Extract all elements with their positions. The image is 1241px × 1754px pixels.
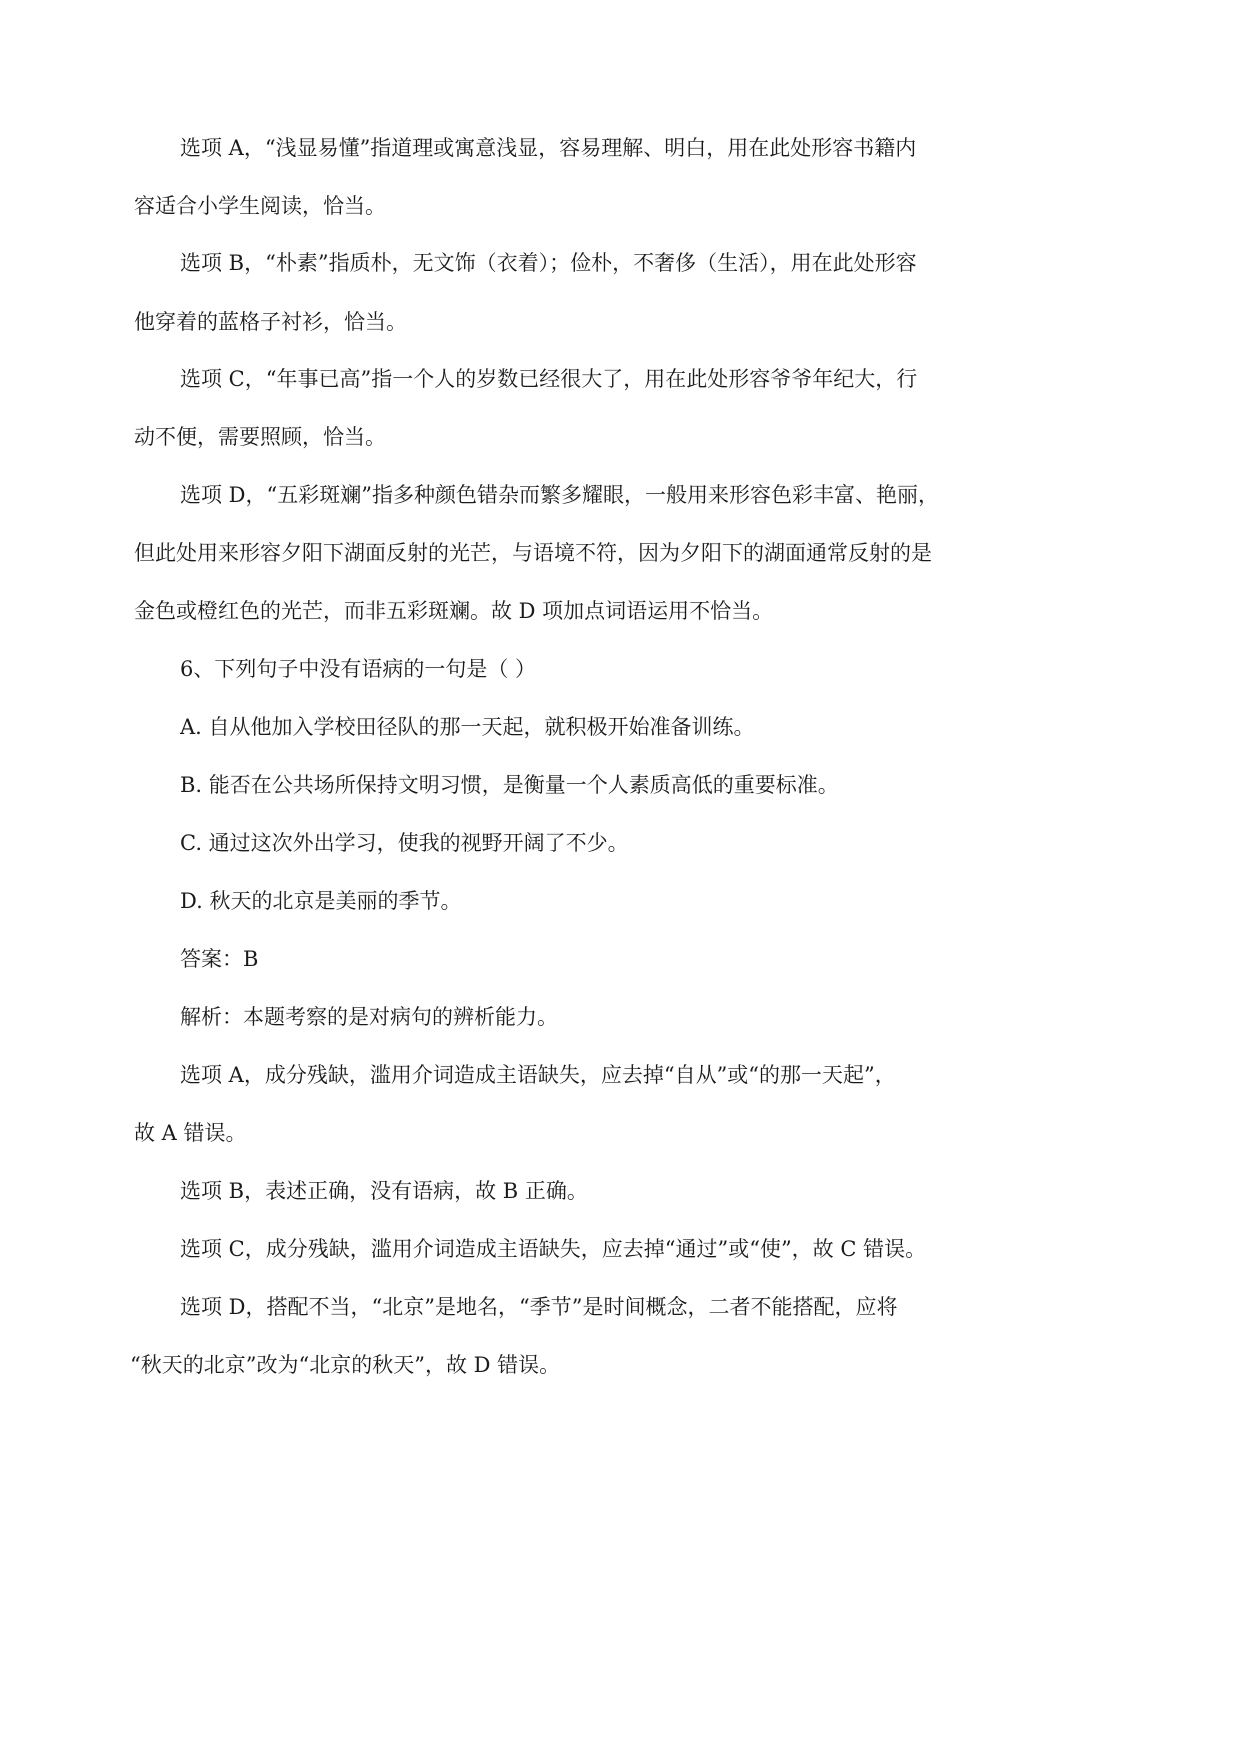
question-6-option-d-line-2: “秋天的北京”改为“北京的秋天”，故 D 错误。 bbox=[130, 1353, 561, 1377]
option-d-analysis-line-1: 选项 D，“五彩斑斓”指多种颜色错杂而繁多耀眼，一般用来形容色彩丰富、艳丽， bbox=[180, 483, 939, 507]
option-a-analysis-line-2: 容适合小学生阅读，恰当。 bbox=[134, 194, 386, 218]
question-6-option-d-line-1: 选项 D，搭配不当，“北京”是地名，“季节”是时间概念，二者不能搭配，应将 bbox=[180, 1295, 898, 1319]
question-6-option-a-line-1: 选项 A，成分残缺，滥用介词造成主语缺失，应去掉“自从”或“的那一天起”， bbox=[180, 1063, 896, 1087]
question-6-option-a-line-2: 故 A 错误。 bbox=[134, 1121, 247, 1145]
option-a-analysis-line-1: 选项 A，“浅显易懂”指道理或寓意浅显，容易理解、明白，用在此处形容书籍内 bbox=[180, 136, 917, 160]
question-6-analysis-intro: 解析：本题考察的是对病句的辨析能力。 bbox=[180, 1005, 558, 1029]
question-6-option-c: 选项 C，成分残缺，滥用介词造成主语缺失，应去掉“通过”或“使”，故 C 错误。 bbox=[180, 1237, 927, 1261]
option-d-analysis-line-3: 金色或橙红色的光芒，而非五彩斑斓。故 D 项加点词语运用不恰当。 bbox=[134, 599, 774, 623]
question-6-answer: 答案：B bbox=[180, 947, 259, 971]
question-6-stem: 6、下列句子中没有语病的一句是（ ） bbox=[180, 657, 537, 681]
question-6-choice-a: A. 自从他加入学校田径队的那一天起，就积极开始准备训练。 bbox=[180, 715, 755, 739]
question-6-choice-b: B. 能否在公共场所保持文明习惯，是衡量一个人素质高低的重要标准。 bbox=[180, 773, 839, 797]
option-c-analysis-line-1: 选项 C，“年事已高”指一个人的岁数已经很大了，用在此处形容爷爷年纪大，行 bbox=[180, 367, 918, 391]
question-6-choice-c: C. 通过这次外出学习，使我的视野开阔了不少。 bbox=[180, 831, 629, 855]
option-b-analysis-line-1: 选项 B，“朴素”指质朴，无文饰（衣着）；俭朴，不奢侈（生活），用在此处形容 bbox=[180, 251, 917, 275]
option-d-analysis-line-2: 但此处用来形容夕阳下湖面反射的光芒，与语境不符，因为夕阳下的湖面通常反射的是 bbox=[134, 541, 932, 565]
option-b-analysis-line-2: 他穿着的蓝格子衬衫，恰当。 bbox=[134, 310, 407, 334]
question-6-choice-d: D. 秋天的北京是美丽的季节。 bbox=[180, 889, 462, 913]
option-c-analysis-line-2: 动不便，需要照顾，恰当。 bbox=[134, 425, 386, 449]
question-6-option-b: 选项 B，表述正确，没有语病，故 B 正确。 bbox=[180, 1179, 588, 1203]
